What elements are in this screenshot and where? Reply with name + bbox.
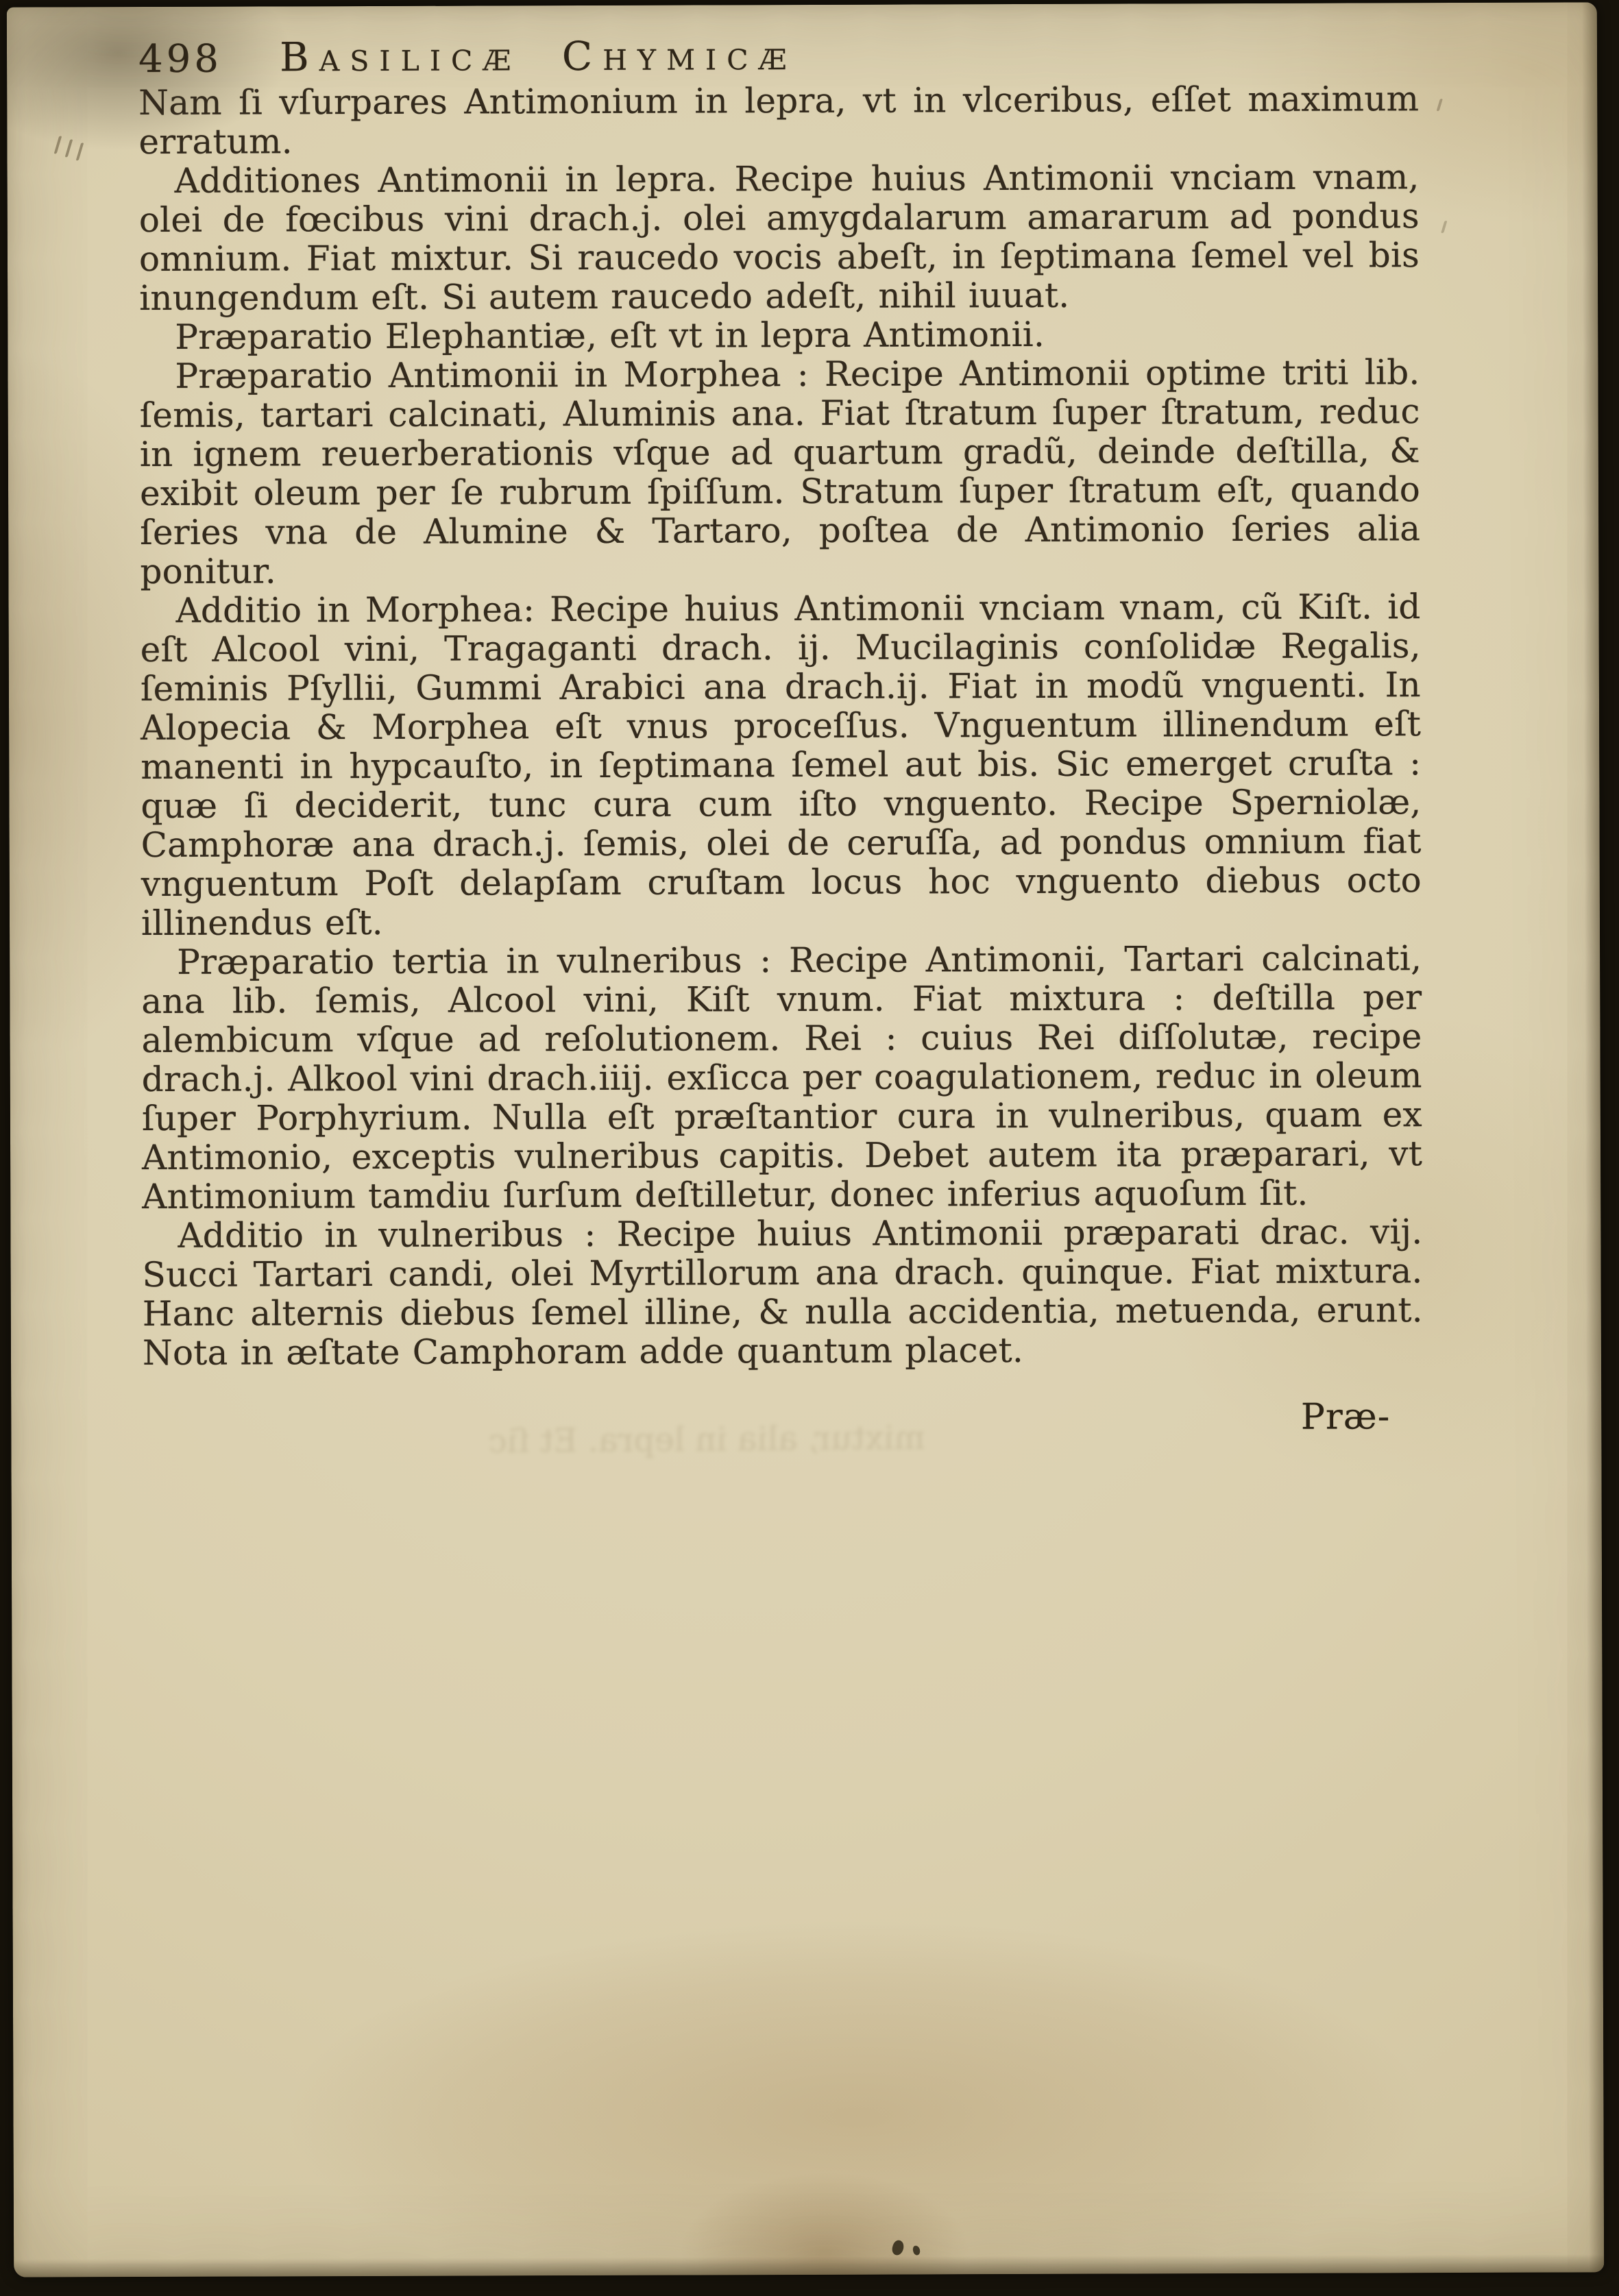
margin-ink-mark	[76, 143, 84, 160]
margin-ink-mark	[65, 139, 73, 157]
margin-ink-mark	[1437, 99, 1443, 111]
page-right-edge-shadow	[1582, 2, 1604, 2272]
paragraph-7: Additio in vulneribus : Recipe huius Antimonii præparati drac. vij. Succi Tartari candi, olei Myrtillorum ana drach. quinque. Fiat mixtura. Hanc alternis diebus ſemel illine, & nulla accidentia, metuenda, erunt. Nota in æſtate Camphoram adde quantum placet.	[142, 1212, 1423, 1373]
running-title: Basilicæ Chymicæ	[279, 32, 797, 81]
paragraph-3: Præparatio Elephantiæ, eſt vt in lepra Antimonii.	[175, 314, 1045, 357]
catchword-row	[143, 1397, 1423, 1441]
text-block	[138, 80, 1423, 1441]
paragraph-1: Nam ſi vſurpares Antimonium in lepra, vt in vlceribus, eſſet maximum erratum.	[138, 79, 1420, 162]
catchword: Præ-	[1300, 1396, 1391, 1438]
page-bottom-edge-shadow	[14, 2254, 1604, 2277]
bottom-edge-speck	[890, 2239, 905, 2257]
paragraph-4: Præparatio Antimonii in Morphea : Recipe Antimonii optime triti lib. ſemis, tartari calcinati, Aluminis ana. Fiat ſtratum ſuper ſtratum, reduc in ignem reuerberationis vſque ad quartum gradũ, deinde deſtilla, & exibit oleum per ſe rubrum ſpiſſum. Stratum ſuper ſtratum eſt, quando ſeries vna de Alumine & Tartaro, poſtea de Antimonio ſeries alia ponitur.	[139, 352, 1421, 592]
paragraph-6: Præparatio tertia in vulneribus : Recipe Antimonii, Tartari calcinati, ana lib. ſemis, Alcool vini, Kiſt vnum. Fiat mixtura : deſtilla per alembicum vſque ad reſolutionem. Rei : cuius Rei diſſolutæ, recipe drach.j. Alkool vini drach.iiij. exſicca per coagulationem, reduc in oleum ſuper Porphyrium. Nulla eſt præſtantior cura in vulneribus, quam ex Antimonio, exceptis vulneribus capitis. Debet autem ita præparari, vt Antimonium tamdiu ſurſum deſtilletur, donec inferius aquoſum ſit.	[141, 938, 1423, 1217]
margin-ink-mark	[54, 136, 62, 154]
show-through-text: mixtur, alia in lepra. Et ſic	[488, 1418, 926, 1461]
book-page	[7, 2, 1604, 2277]
paragraph-5: Additio in Morphea: Recipe huius Antimonii vnciam vnam, cũ Kiſt. id eſt Alcool vini, Tragaganti drach. ij. Mucilaginis conſolidæ Regalis, ſeminis Pſyllii, Gummi Arabici ana drach.ij. Fiat in modũ vnguenti. In Alopecia & Morphea eſt vnus proceſſus. Vnguentum illinendum eſt manenti in hypcauſto, in ſeptimana ſemel aut bis. Sic emerget cruſta : quæ ſi deciderit, tunc cura cum iſto vnguento. Recipe Sperniolæ, Camphoræ ana drach.j. ſemis, olei de ceruſſa, ad pondus omnium fiat vnguentum Poſt delapſam cruſtam locus hoc vnguento diebus octo illinendus eſt.	[140, 587, 1422, 944]
bottom-edge-speck	[912, 2245, 921, 2256]
page-number: 498	[138, 36, 223, 82]
paragraph-2: Additiones Antimonii in lepra. Recipe huius Antimonii vnciam vnam, olei de fœcibus vini drach.j. olei amygdalarum amararum ad pondus omnium. Fiat mixtur. Si raucedo vocis abeſt, in ſeptimana ſemel vel bis inungendum eſt. Si autem raucedo adeſt, nihil iuuat.	[138, 157, 1420, 319]
running-head	[7, 2, 1597, 89]
margin-ink-mark	[1441, 221, 1447, 233]
